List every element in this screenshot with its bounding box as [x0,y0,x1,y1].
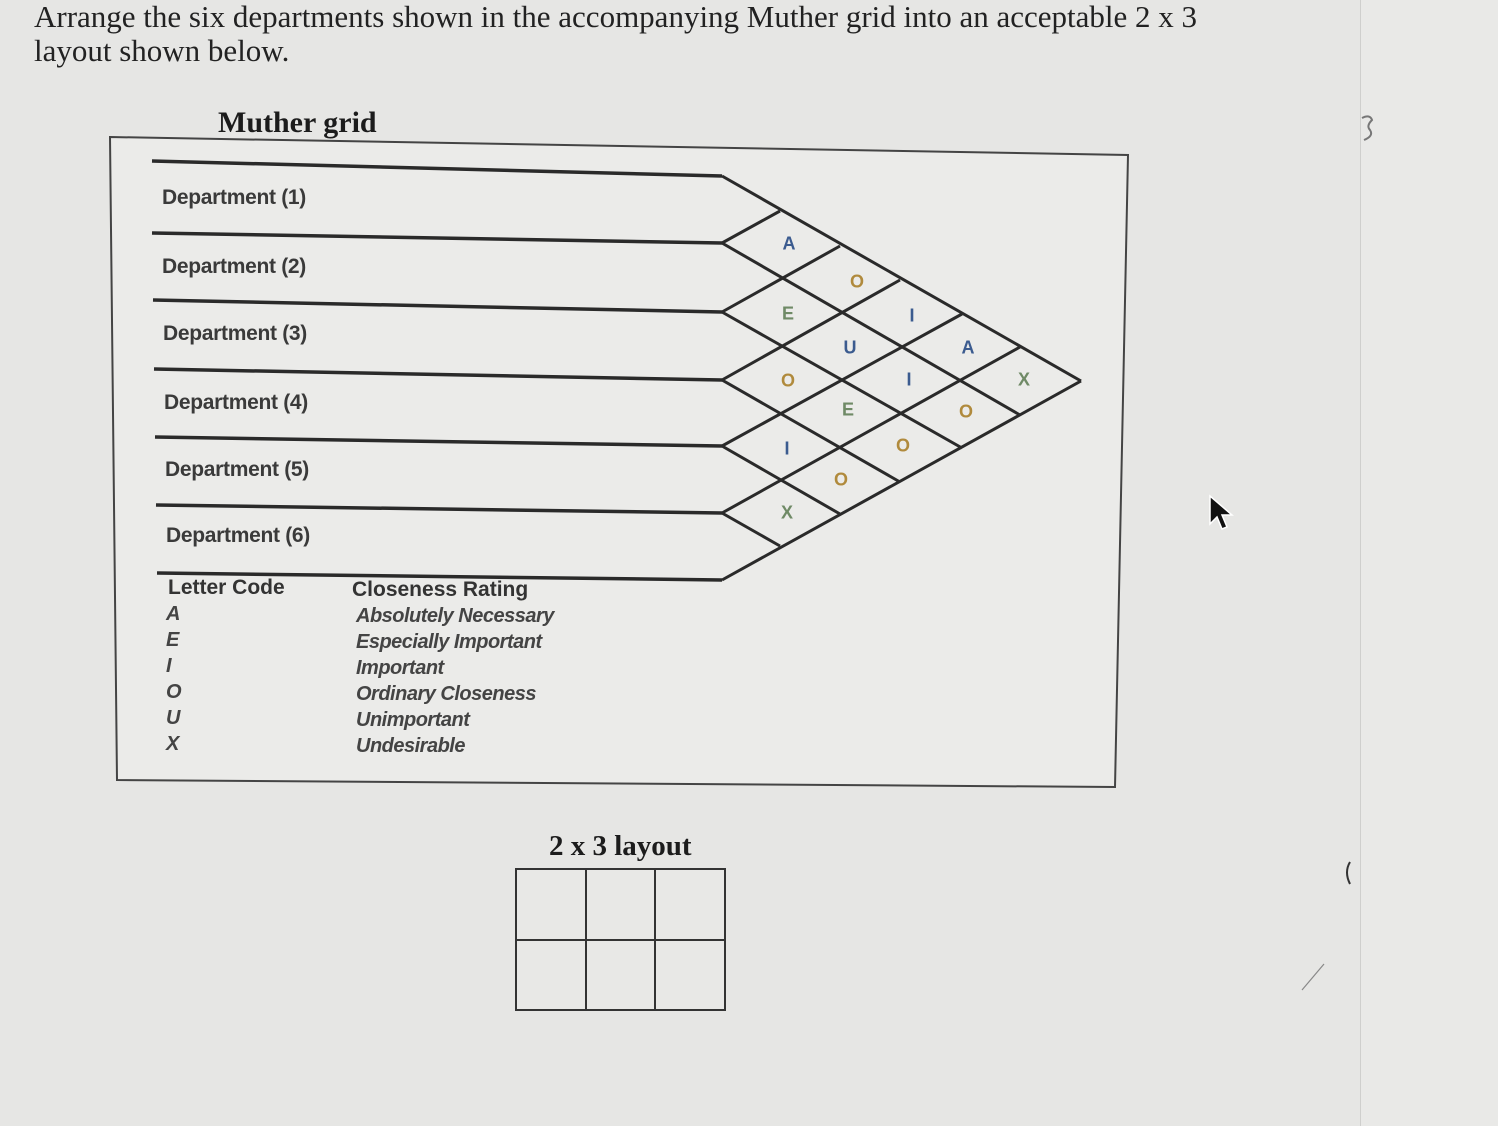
layout-cell[interactable] [586,869,656,940]
legend-code-e: E [166,629,180,651]
legend-code-x: X [166,733,180,755]
layout-grid [515,868,726,1011]
department-1-label: Department (1) [162,186,306,209]
rel-2-6: O [958,401,974,422]
layout-cell[interactable] [516,940,586,1011]
layout-cell[interactable] [655,940,725,1011]
legend-rating-u: Unimportant [356,709,470,731]
legend-rating-e: Especially Important [356,631,542,653]
rel-3-4: O [780,370,796,391]
rel-2-5: I [906,369,912,390]
rel-1-6: X [1017,369,1031,390]
rel-3-5: E [841,399,855,420]
legend-rating-header: Closeness Rating [352,578,529,601]
rel-2-3: E [781,303,795,324]
department-2-label: Department (2) [162,255,306,278]
rel-1-4: I [909,305,915,326]
rel-5-6: X [780,502,794,523]
layout-cell[interactable] [516,869,586,940]
department-5-label: Department (5) [165,458,309,481]
layout-title: 2 x 3 layout [549,830,692,862]
legend-code-i: I [166,655,172,677]
rel-4-5: I [784,438,790,459]
question-text: Arrange the six departments shown in the accompanying Muther grid into an acceptable 2 x 3 layout shown below. [34,0,1198,68]
pen-mark-icon [1354,110,1384,150]
legend-rating-a: Absolutely Necessary [356,605,554,627]
legend-rating-x: Undesirable [356,735,465,757]
rel-4-6: O [833,469,849,490]
pen-mark-icon [1340,858,1356,888]
rel-3-6: O [895,435,911,456]
department-4-label: Department (4) [164,391,308,414]
legend-rating-o: Ordinary Closeness [356,683,536,705]
rel-1-3: O [849,271,865,292]
rel-2-4: U [843,337,857,358]
legend-code-header: Letter Code [168,576,285,599]
layout-cell[interactable] [655,869,725,940]
department-3-label: Department (3) [163,322,307,345]
rel-1-2: A [782,233,796,254]
mouse-cursor-icon [1208,494,1234,532]
legend-rating-i: Important [356,657,444,679]
legend-code-o: O [166,681,182,703]
department-6-label: Department (6) [166,524,310,547]
muther-grid-title: Muther grid [218,106,377,139]
legend-code-u: U [166,707,181,729]
pen-mark-icon [1298,960,1328,994]
rel-1-5: A [961,337,975,358]
legend-code-a: A [166,603,181,625]
layout-cell[interactable] [586,940,656,1011]
